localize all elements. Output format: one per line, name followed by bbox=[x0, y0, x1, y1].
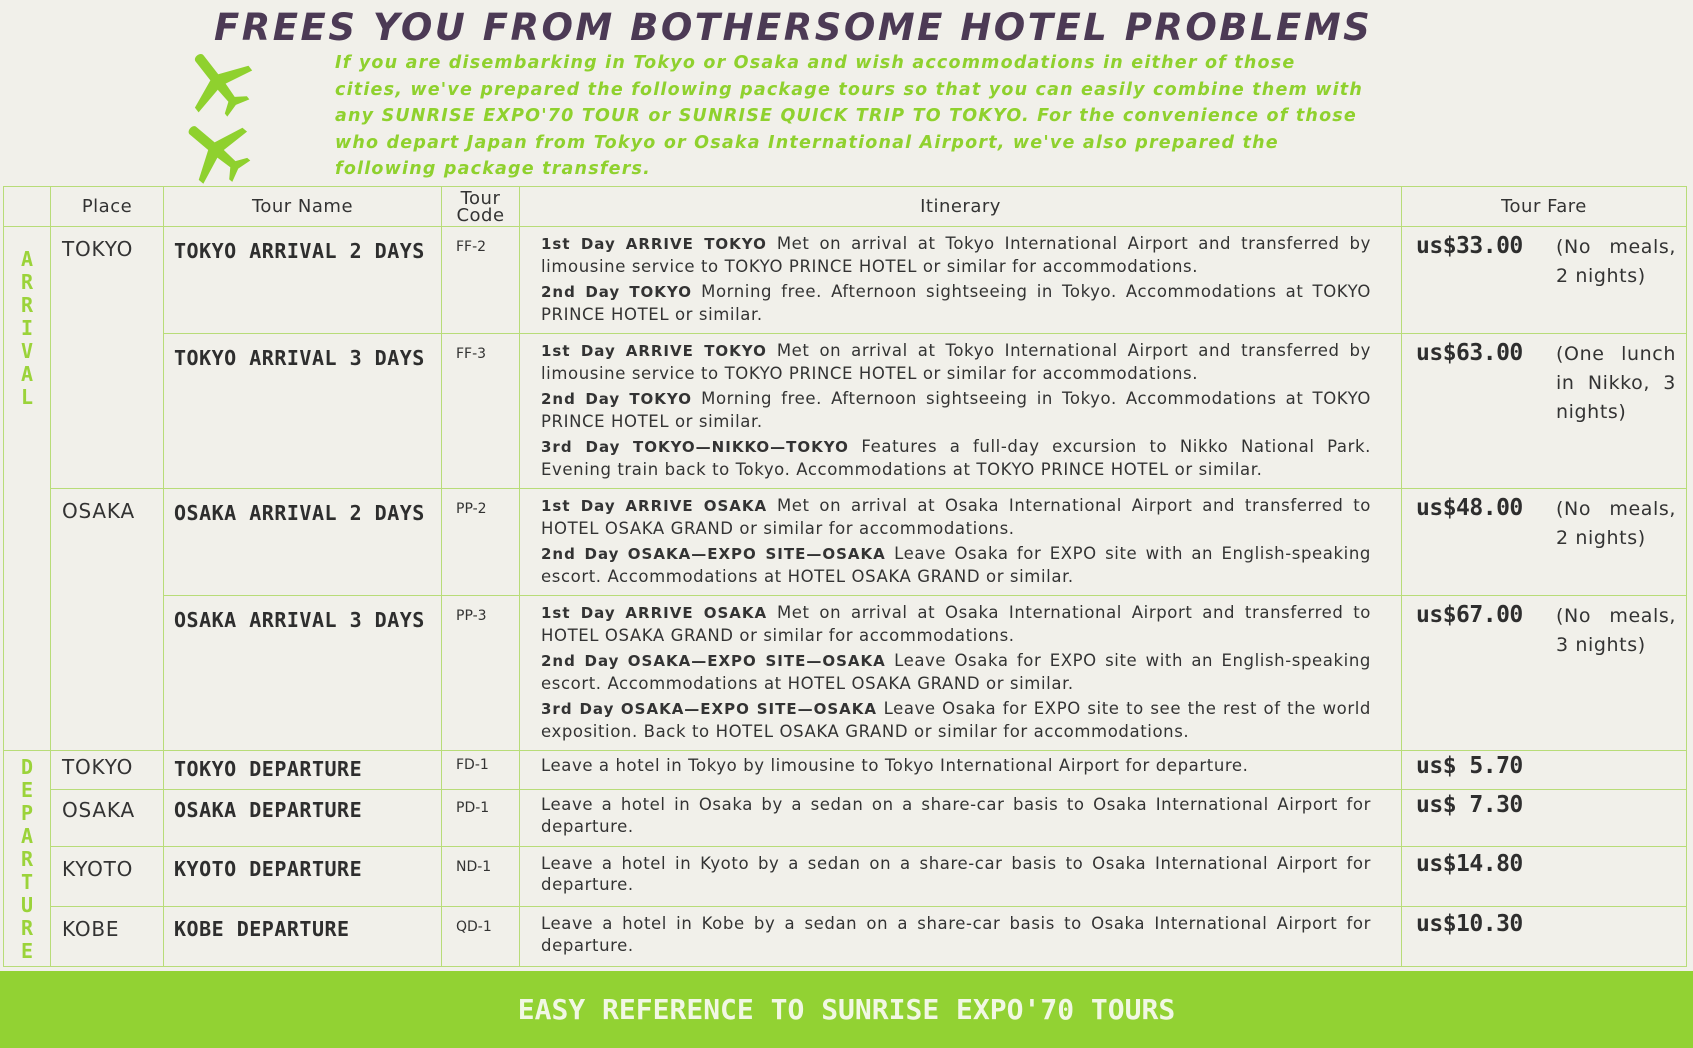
column-header-tour-name: Tour Name bbox=[164, 187, 442, 227]
tour-code-cell: PP-2 bbox=[442, 489, 520, 596]
fare-price: us$14.80 bbox=[1416, 850, 1523, 877]
tour-name-cell: OSAKA DEPARTURE bbox=[164, 790, 442, 846]
tour-name-cell: TOKYO ARRIVAL 3 DAYS bbox=[164, 334, 442, 489]
fare-price: us$ 5.70 bbox=[1416, 753, 1523, 779]
fare-cell bbox=[1402, 846, 1687, 907]
tour-name-cell: OSAKA ARRIVAL 3 DAYS bbox=[164, 596, 442, 751]
tour-name-cell: KYOTO DEPARTURE bbox=[164, 846, 442, 907]
footer-text: EASY REFERENCE TO SUNRISE EXPO'70 TOURS bbox=[517, 993, 1176, 1026]
fare-note: (No meals, 3 nights) bbox=[1556, 605, 1676, 656]
table-row bbox=[4, 751, 1687, 790]
place-cell: TOKYO bbox=[51, 751, 164, 790]
page-title: FREES YOU FROM BOTHERSOME HOTEL PROBLEMS bbox=[214, 6, 1373, 49]
tour-code-cell: FF-3 bbox=[442, 334, 520, 489]
table-row bbox=[4, 790, 1687, 846]
fare-price: us$67.00 bbox=[1416, 602, 1523, 628]
departure-section-label: DEPARTURE bbox=[4, 751, 51, 967]
tour-name-cell: KOBE DEPARTURE bbox=[164, 907, 442, 967]
column-header-itinerary: Itinerary bbox=[520, 187, 1402, 227]
itinerary-cell: Leave a hotel in Tokyo by limousine to Tokyo International Airport for departure. bbox=[520, 751, 1402, 790]
tour-name-cell: TOKYO DEPARTURE bbox=[164, 751, 442, 790]
table-row bbox=[4, 227, 1687, 334]
arrival-section-label: ARRIVAL bbox=[4, 227, 51, 751]
tour-name-cell: OSAKA ARRIVAL 2 DAYS bbox=[164, 489, 442, 596]
table-header-row bbox=[4, 187, 1687, 227]
table-row bbox=[4, 334, 1687, 489]
itinerary-cell: Leave a hotel in Osaka by a sedan on a share-car basis to Osaka International Airport for departure. bbox=[520, 790, 1402, 846]
column-header-tour-code: Tour Code bbox=[442, 187, 520, 227]
fare-note: (One lunch in Nikko, 3 nights) bbox=[1556, 343, 1676, 423]
fare-price: us$ 7.30 bbox=[1416, 792, 1523, 819]
fare-cell bbox=[1402, 907, 1687, 967]
table-row bbox=[4, 846, 1687, 907]
tour-code-cell: QD-1 bbox=[442, 907, 520, 967]
tour-code-cell: PD-1 bbox=[442, 790, 520, 846]
itinerary-cell: Leave a hotel in Kobe by a sedan on a share-car basis to Osaka International Airport for departure. bbox=[520, 907, 1402, 967]
section-column-header bbox=[4, 187, 51, 227]
column-header-place: Place bbox=[51, 187, 164, 227]
tour-code-cell: PP-3 bbox=[442, 596, 520, 751]
fare-price: us$63.00 bbox=[1416, 340, 1523, 366]
itinerary-cell: 1st Day ARRIVE OSAKA Met on arrival at Osaka International Airport and transferred to HOTEL OSAKA GRAND or similar for accommodations. 2nd Day OSAKA—EXPO SITE—OSAKA Leave Osaka for EXPO site with an English-speaking escort. Accommodations at HOTEL OSAKA GRAND or similar. 3rd Day OSAKA—EXPO SITE—OSAKA Leave Osaka for EXPO site to see the rest of the world exposition. Back to HOTEL OSAKA GRAND or similar for accommodations. bbox=[520, 596, 1402, 751]
itinerary-cell: 1st Day ARRIVE OSAKA Met on arrival at Osaka International Airport and transferred to HOTEL OSAKA GRAND or similar for accommodations. 2nd Day OSAKA—EXPO SITE—OSAKA Leave Osaka for EXPO site with an English-speaking escort. Accommodations at HOTEL OSAKA GRAND or similar. bbox=[520, 489, 1402, 596]
table-row bbox=[4, 907, 1687, 967]
fare-cell bbox=[1402, 596, 1687, 751]
fare-cell bbox=[1402, 334, 1687, 489]
fare-note: (No meals, 2 nights) bbox=[1556, 498, 1676, 549]
tour-code-cell: FD-1 bbox=[442, 751, 520, 790]
table-row bbox=[4, 596, 1687, 751]
place-cell: OSAKA bbox=[51, 489, 164, 751]
itinerary-cell: 1st Day ARRIVE TOKYO Met on arrival at Tokyo International Airport and transferred by limousine service to TOKYO PRINCE HOTEL or similar for accommodations. 2nd Day TOKYO Morning free. Afternoon sightseeing in Tokyo. Accommodations at TOKYO PRINCE HOTEL or similar. 3rd Day TOKYO—NIKKO—TOKYO Features a full-day excursion to Nikko National Park. Evening train back to Tokyo. Accommodations at TOKYO PRINCE HOTEL or similar. bbox=[520, 334, 1402, 489]
fare-cell bbox=[1402, 227, 1687, 334]
fare-price: us$10.30 bbox=[1416, 911, 1523, 938]
airplane-icon bbox=[178, 52, 268, 187]
intro-paragraph: If you are disembarking in Tokyo or Osaka and wish accommodations in either of those cities, we've prepared the following package tours so that you can easily combine them with any SUNRISE EXPO'70 TOUR or SUNRISE QUICK TRIP TO TOKYO. For the convenience of those who depart Japan from Tokyo or Osaka International Airport, we've also prepared the following package transfers. bbox=[335, 53, 1364, 179]
fare-price: us$48.00 bbox=[1416, 495, 1523, 521]
fare-price: us$33.00 bbox=[1416, 233, 1523, 259]
tour-name-cell: TOKYO ARRIVAL 2 DAYS bbox=[164, 227, 442, 334]
tour-code-cell: FF-2 bbox=[442, 227, 520, 334]
place-cell: OSAKA bbox=[51, 790, 164, 846]
tours-table bbox=[3, 186, 1687, 967]
fare-cell bbox=[1402, 790, 1687, 846]
fare-note: (No meals, 2 nights) bbox=[1556, 236, 1676, 287]
itinerary-cell: 1st Day ARRIVE TOKYO Met on arrival at Tokyo International Airport and transferred by limousine service to TOKYO PRINCE HOTEL or similar for accommodations. 2nd Day TOKYO Morning free. Afternoon sightseeing in Tokyo. Accommodations at TOKYO PRINCE HOTEL or similar. bbox=[520, 227, 1402, 334]
place-cell: TOKYO bbox=[51, 227, 164, 489]
table-row bbox=[4, 489, 1687, 596]
column-header-tour-fare: Tour Fare bbox=[1402, 187, 1687, 227]
itinerary-cell: Leave a hotel in Kyoto by a sedan on a share-car basis to Osaka International Airport for departure. bbox=[520, 846, 1402, 907]
fare-cell bbox=[1402, 751, 1687, 790]
place-cell: KYOTO bbox=[51, 846, 164, 907]
tour-code-cell: ND-1 bbox=[442, 846, 520, 907]
footer-banner bbox=[0, 971, 1693, 1048]
place-cell: KOBE bbox=[51, 907, 164, 967]
fare-cell bbox=[1402, 489, 1687, 596]
